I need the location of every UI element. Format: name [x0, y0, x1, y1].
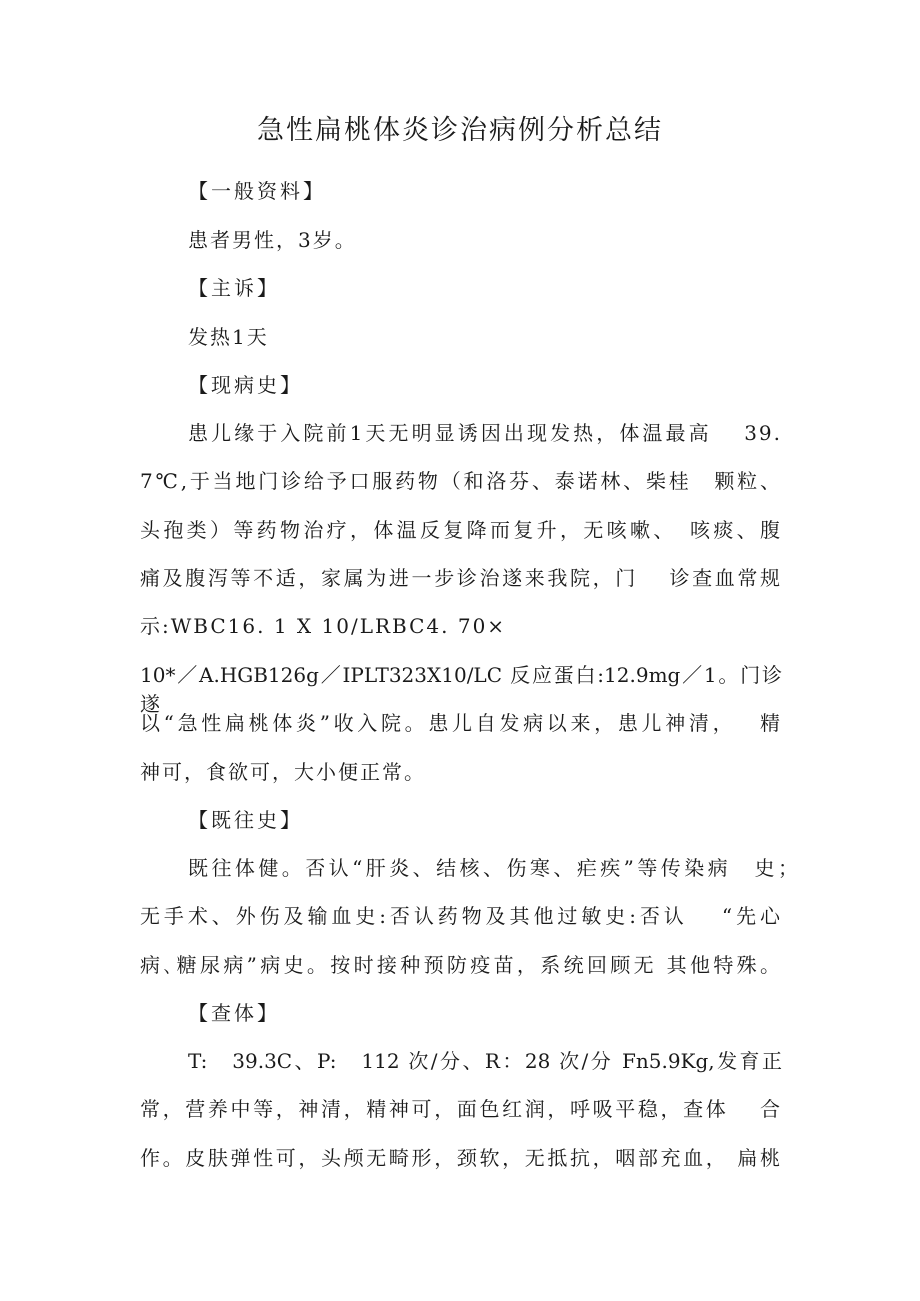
heading-physical-exam: 【查体】 [188, 1001, 280, 1025]
paragraph-line: 痛及腹泻等不适，家属为进一步诊治遂来我院，门 诊查血常规 [140, 566, 782, 590]
paragraph-line: 既往体健。否认“肝炎、结核、伤寒、疟疾”等传染病 史； [188, 856, 800, 880]
heading-past-history: 【既往史】 [188, 808, 303, 832]
paragraph-line: 患者男性，3岁。 [188, 228, 357, 252]
paragraph-line: 头孢类）等药物治疗，体温反复降而复升，无咳嗽、 咳痰、腹 [140, 518, 782, 542]
paragraph-line: 作。皮肤弹性可，头颅无畸形，颈软，无抵抗，咽部充血， 扁桃 [140, 1146, 782, 1170]
heading-chief-complaint: 【主诉】 [188, 276, 280, 300]
heading-general-info: 【一般资料】 [188, 179, 326, 203]
paragraph-line: T: 39.3C、P: 112 次/分、R：28 次/分 Fn5.9Kg,发育正 [188, 1049, 782, 1073]
paragraph-line: 无手术、外伤及输血史:否认药物及其他过敏史:否认 “先心 [140, 904, 782, 928]
paragraph-line: 神可，食欲可，大小便正常。 [140, 760, 426, 784]
paragraph-line: 常，营养中等，神清，精神可，面色红润，呼吸平稳，查体 合 [140, 1097, 782, 1121]
heading-present-history: 【现病史】 [188, 373, 303, 397]
paragraph-line: 发热1天 [188, 325, 269, 349]
document-title: 急性扁桃体炎诊治病例分析总结 [257, 115, 663, 146]
paragraph-line: 10*／A.HGB126g／IPLT323X10/LC 反应蛋白:12.9mg／1。门诊 遂 [140, 663, 782, 716]
paragraph-line: 患儿缘于入院前1天无明显诱因出现发热，体温最高 39. [188, 421, 782, 445]
paragraph-line: 7℃,于当地门诊给予口服药物（和洛芬、泰诺林、柴桂 颗粒、 [140, 469, 782, 493]
paragraph-line: 示:WBC16. 1 X 10/LRBC4. 70× [140, 614, 507, 638]
paragraph-line: 以“急性扁桃体炎”收入院。患儿自发病以来，患儿神清， 精 [140, 711, 782, 735]
paragraph-line: 病､糖尿病”病史。按时接种预防疫苗，系统回顾无 其他特殊。 [140, 953, 782, 977]
